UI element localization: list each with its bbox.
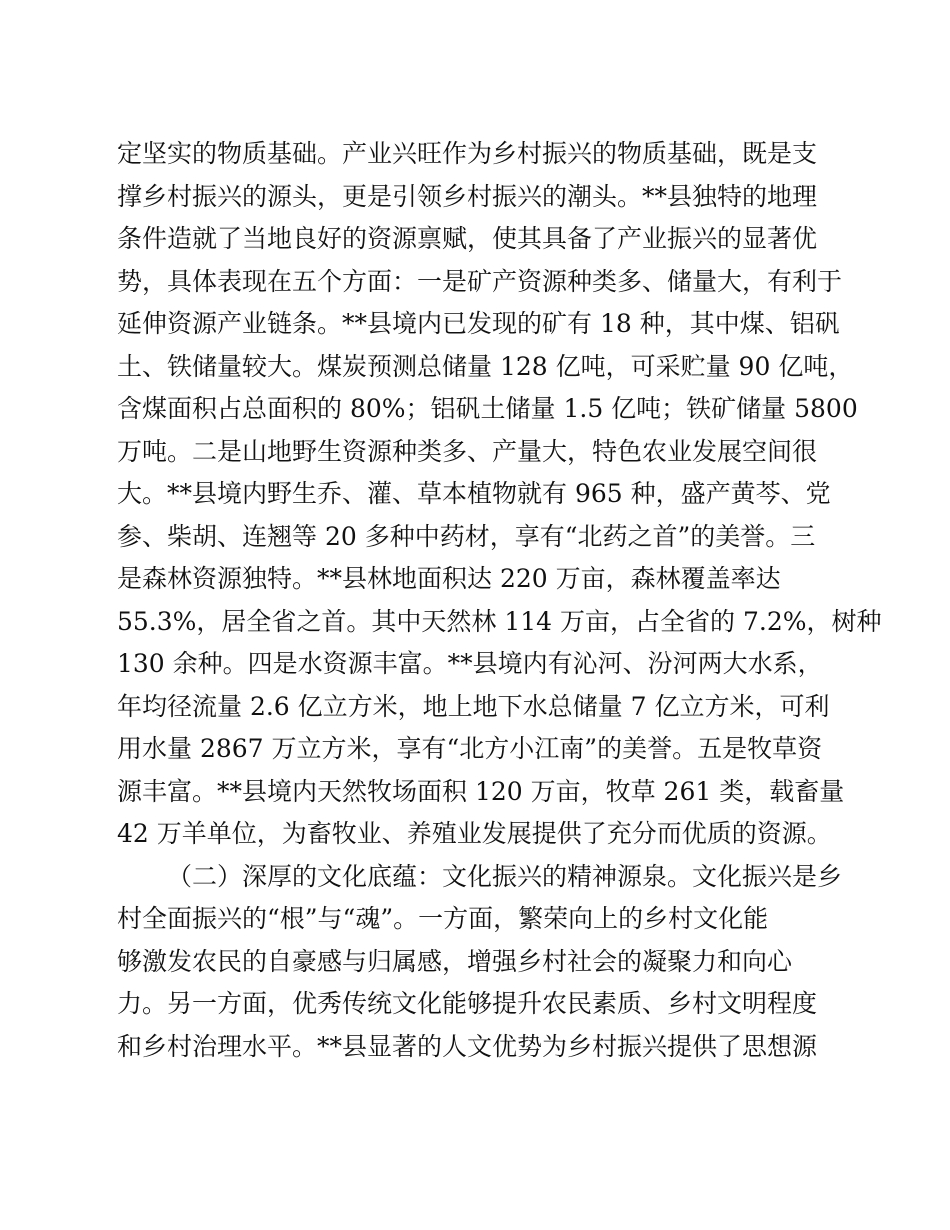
text-line: 够激发农民的自豪感与归属感，增强乡村社会的凝聚力和向心 [117,946,793,976]
text-line: 力。另一方面，优秀传统文化能够提升农民素质、乡村文明程度 [117,989,818,1018]
text-line: 是森林资源独特。**县林地面积达 220 万亩，森林覆盖率达 [117,564,781,593]
text-line: 撑乡村振兴的源头，更是引领乡村振兴的潮头。**县独特的地理 [117,181,818,211]
section-heading-line: （二）深厚的文化底蕴：文化振兴的精神源泉。文化振兴是乡 [167,861,843,891]
text-line: 延伸资源产业链条。**县境内已发现的矿有 18 种，其中煤、铝矾 [117,309,840,338]
text-line: 55.3%，居全省之首。其中天然林 114 万亩，占全省的 7.2%，树种 [117,606,882,636]
text-line: 130 余种。四是水资源丰富。**县境内有沁河、汾河两大水系， [117,649,823,678]
text-line: 和乡村治理水平。**县显著的人文优势为乡村振兴提供了思想源 [117,1031,818,1061]
text-line: 村全面振兴的“根”与“魂”。一方面，繁荣向上的乡村文化能 [117,904,769,933]
text-line: 用水量 2867 万立方米，享有“北方小江南”的美誉。五是牧草资 [117,734,823,763]
text-line: 含煤面积占总面积的 80%；铝矾土储量 1.5 亿吨；铁矿储量 5800 [117,394,858,423]
text-line: 土、铁储量较大。煤炭预测总储量 128 亿吨，可采贮量 90 亿吨， [117,351,854,381]
text-line: 条件造就了当地良好的资源禀赋，使其具备了产业振兴的显著优 [117,224,818,253]
text-line: 万吨。二是山地野生资源种类多、产量大，特色农业发展空间很 [117,436,818,466]
text-line: 源丰富。**县境内天然牧场面积 120 万亩，牧草 261 类，载畜量 [117,776,845,806]
text-line: 大。**县境内野生乔、灌、草本植物就有 965 种，盛产黄芩、党 [117,479,831,508]
text-line: 定坚实的物质基础。产业兴旺作为乡村振兴的物质基础，既是支 [117,139,818,168]
text-line: 势，具体表现在五个方面：一是矿产资源种类多、储量大，有利于 [117,266,843,296]
text-line: 年均径流量 2.6 亿立方米，地上地下水总储量 7 亿立方米，可利 [117,691,830,721]
body-text [117,133,882,1068]
text-line: 42 万羊单位，为畜牧业、养殖业发展提供了充分而优质的资源。 [117,819,832,848]
text-line: 参、柴胡、连翘等 20 多种中药材，享有“北药之首”的美誉。三 [117,521,816,551]
